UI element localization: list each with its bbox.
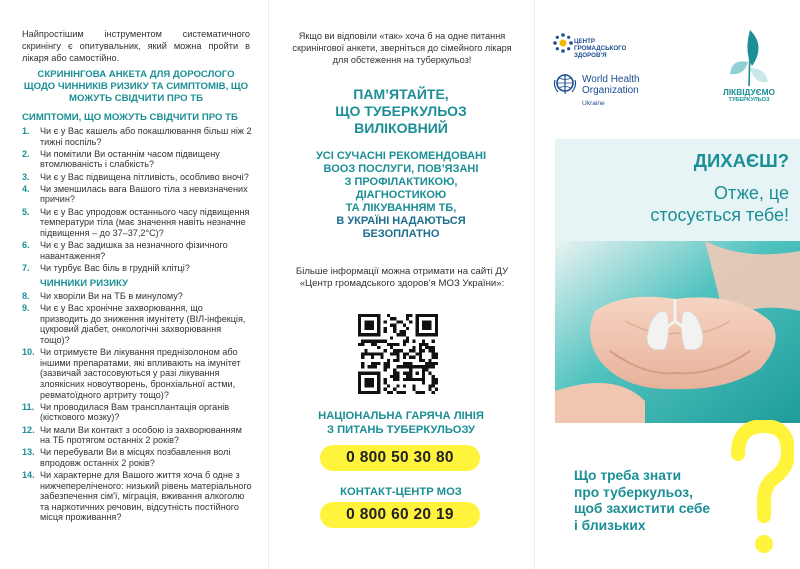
campaign-leaf-logo-icon bbox=[726, 28, 772, 86]
question-text: Чи є у Вас кашель або покашлювання більш ніж 2 тижні поспіль? bbox=[40, 126, 252, 147]
question-number: 3. bbox=[22, 171, 30, 182]
who-name bbox=[582, 74, 640, 96]
panel-screening bbox=[0, 0, 268, 569]
question-item bbox=[22, 263, 252, 274]
tagline-line: Що треба знати bbox=[574, 468, 682, 483]
question-item bbox=[22, 425, 252, 446]
answer-line: стосується тебе! bbox=[650, 205, 789, 225]
more-info-text: Більше інформації можна отримати на сайті ДУ «Центр громадського здоров’я МОЗ України»: bbox=[295, 266, 509, 289]
headline-line: ВИЛІКОВНИЙ bbox=[354, 120, 448, 136]
hotline-title-line: НАЦІОНАЛЬНА ГАРЯЧА ЛІНІЯ bbox=[318, 410, 484, 422]
who-line: Organization bbox=[582, 85, 639, 96]
question-number: 9. bbox=[22, 303, 30, 314]
question-number: 11. bbox=[22, 401, 35, 412]
question-number: 10. bbox=[22, 347, 35, 358]
question-item bbox=[22, 347, 252, 400]
risk-factors-list bbox=[22, 291, 252, 525]
question-number: 5. bbox=[22, 206, 30, 217]
question-text: Чи отримуєте Ви лікування преднізолоном або іншими препаратами, які впливають на імунітет (зазвичай застосовуються у разі лікування злоякісних новоутворень, бронхіальної астми, ревматоїдного артриту тощо)? bbox=[40, 347, 241, 400]
question-text: Чи зменшилась вага Вашого тіла з невизначених причин? bbox=[40, 183, 248, 205]
question-item bbox=[22, 172, 252, 183]
question-item bbox=[22, 402, 252, 423]
answer-line: Отже, це bbox=[713, 183, 789, 203]
services-line: ВООЗ ПОСЛУГИ, ПОВ’ЯЗАНІ bbox=[323, 163, 479, 175]
question-item bbox=[22, 291, 252, 302]
question-text: Чи турбує Вас біль в грудній клітці? bbox=[40, 262, 190, 273]
hands-holding-lungs-photo bbox=[555, 241, 800, 423]
chz-line: ЗДОРОВ’Я bbox=[574, 52, 607, 60]
hotline-number[interactable]: 0 800 50 30 80 bbox=[320, 445, 480, 471]
question-number: 13. bbox=[22, 447, 35, 458]
question-text: Чи перебували Ви в місцях позбавлення волі впродовж останніх 2 років? bbox=[40, 447, 231, 468]
tagline-line: щоб захистити себе bbox=[574, 501, 711, 516]
question-number: 8. bbox=[22, 291, 30, 301]
who-country: Ukraine bbox=[582, 100, 605, 107]
question-number: 6. bbox=[22, 239, 30, 250]
hotline-title bbox=[282, 410, 520, 437]
question-item bbox=[22, 470, 252, 523]
headline-line: ПАМ’ЯТАЙТЕ, bbox=[353, 86, 449, 102]
who-line: World Health bbox=[582, 74, 640, 85]
question-text: Чи характерне для Вашого життя хоча б одне з нижчепереліченого: низький рівень матеріального забезпечення сім'ї, міграція, вживання алкоголю та наркотичних речовин, відсутність постійного місця проживання? bbox=[40, 470, 252, 523]
question-number: 4. bbox=[22, 183, 30, 194]
risk-factors-title: ЧИННИКИ РИЗИКУ bbox=[40, 278, 129, 289]
services-line: ДІАГНОСТИКОЮ bbox=[355, 189, 447, 201]
cover-tagline bbox=[574, 468, 734, 534]
who-emblem-icon bbox=[552, 72, 578, 96]
question-item bbox=[22, 184, 252, 205]
services-line: В УКРАЇНІ НАДАЮТЬСЯ bbox=[336, 215, 466, 227]
panel-cover bbox=[534, 0, 800, 569]
chz-line: ГРОМАДСЬКОГО bbox=[574, 45, 627, 53]
tagline-line: про туберкульоз, bbox=[574, 484, 693, 500]
question-item bbox=[22, 207, 252, 239]
symptoms-title: СИМПТОМИ, ЩО МОЖУТЬ СВІДЧИТИ ПРО ТБ bbox=[22, 112, 238, 123]
question-item bbox=[22, 240, 252, 261]
question-number: 14. bbox=[22, 470, 35, 481]
question-text: Чи помітили Ви останнім часом підвищену втомлюваність і слабкість? bbox=[40, 148, 220, 170]
question-text: Чи мали Ви контакт з особою із захворюванням на ТБ протягом останніх 2 років? bbox=[40, 424, 242, 446]
campaign-subtitle: ТУБЕРКУЛЬОЗ bbox=[728, 97, 770, 103]
free-services-text bbox=[282, 150, 520, 241]
question-text: Чи є у Вас упродовж останнього часу підвищення температури тіла (має значення навіть незначне підвищення – до 37–37,2°С)? bbox=[40, 206, 250, 238]
public-health-center-name bbox=[574, 38, 626, 60]
services-line: ТА ЛІКУВАННЯМ ТБ, bbox=[345, 202, 457, 214]
panel-info bbox=[268, 0, 534, 569]
question-number: 1. bbox=[22, 126, 30, 136]
question-item bbox=[22, 303, 252, 345]
services-line: БЕЗОПЛАТНО bbox=[362, 228, 440, 240]
doctor-advice: Якщо ви відповіли «так» хоча б на одне питання скринінгової анкети, зверніться до сімейного лікаря для обстеження на туберкульоз! bbox=[292, 31, 512, 65]
symptoms-list bbox=[22, 126, 252, 275]
headline-line: ЩО ТУБЕРКУЛЬОЗ bbox=[335, 103, 467, 119]
question-number: 2. bbox=[22, 148, 30, 159]
cover-answer bbox=[549, 182, 789, 226]
question-item bbox=[22, 126, 252, 147]
contact-center-number[interactable]: 0 800 60 20 19 bbox=[320, 502, 480, 528]
services-line: УСІ СУЧАСНІ РЕКОМЕНДОВАНІ bbox=[315, 150, 487, 162]
question-number: 7. bbox=[22, 262, 30, 273]
qr-code[interactable] bbox=[358, 314, 438, 394]
screening-heading: СКРИНІНГОВА АНКЕТА ДЛЯ ДОРОСЛОГО ЩОДО ЧИННИКІВ РИЗИКУ ТА СИМПТОМІВ, ЩО МОЖУТЬ СВІДЧИТИ ПРО ТБ bbox=[23, 69, 249, 104]
question-mark-icon bbox=[730, 420, 794, 566]
cover-question: ДИХАЄШ? bbox=[693, 150, 789, 171]
screening-intro: Найпростішим інструментом систематичного скринінгу є опитувальник, який можна пройти в лікаря або самостійно. bbox=[22, 29, 250, 63]
question-item bbox=[22, 447, 252, 468]
curable-headline bbox=[282, 86, 520, 137]
question-text: Чи хворіли Ви на ТБ в минулому? bbox=[40, 291, 183, 301]
hotline-title-line: З ПИТАНЬ ТУБЕРКУЛЬОЗУ bbox=[326, 423, 476, 436]
question-number: 12. bbox=[22, 424, 35, 435]
question-item bbox=[22, 149, 252, 170]
services-line: З ПРОФІЛАКТИКОЮ, bbox=[344, 176, 458, 188]
question-text: Чи проводилася Вам трансплантація органів (кісткового мозку)? bbox=[40, 401, 230, 423]
question-text: Чи є у Вас задишка за незначного фізичного навантаження? bbox=[40, 239, 228, 261]
question-text: Чи є у Вас підвищена пітливість, особливо вночі? bbox=[40, 171, 249, 182]
contact-center-title: КОНТАКТ-ЦЕНТР МОЗ bbox=[340, 486, 462, 498]
tagline-line: і близьких bbox=[574, 517, 646, 533]
question-text: Чи є у Вас хронічне захворювання, що призводить до зниження імунітету (ВІЛ-інфекція, цукровий діабет, онкологічні захворювання тощо)? bbox=[40, 303, 246, 345]
campaign-name: ЛІКВІДУЄМО bbox=[723, 87, 775, 97]
public-health-center-logo-icon bbox=[552, 32, 574, 54]
chz-line: ЦЕНТР bbox=[574, 38, 596, 45]
